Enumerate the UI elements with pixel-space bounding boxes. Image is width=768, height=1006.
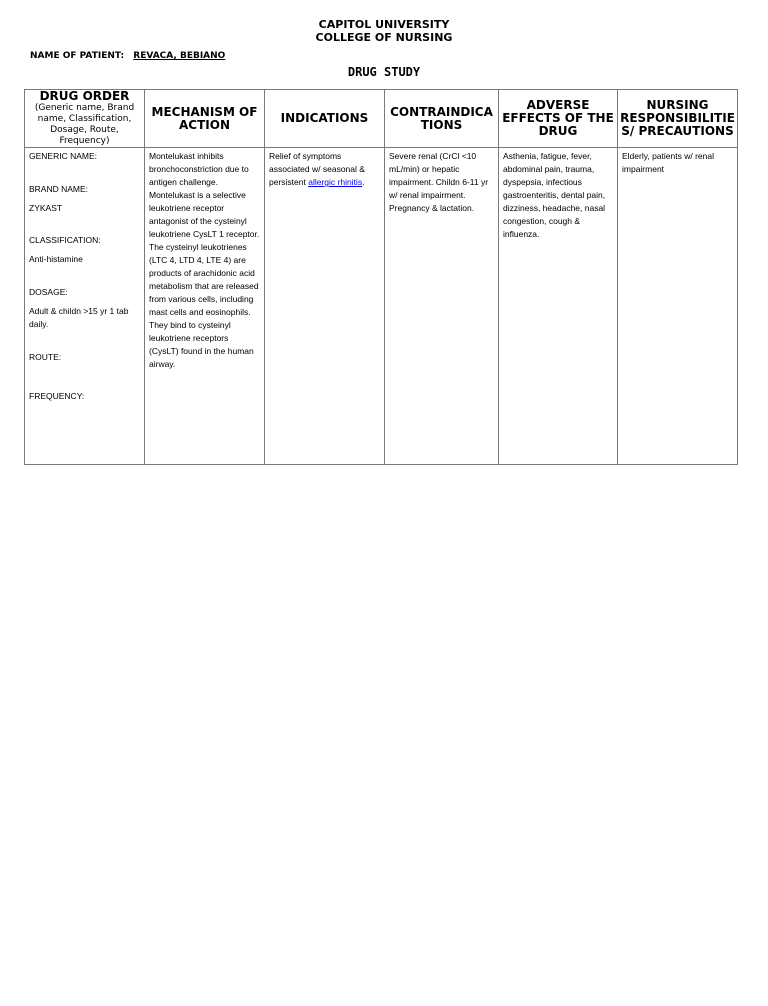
header-drug-order-title: DRUG ORDER [39, 89, 130, 103]
cell-nursing: Elderly, patients w/ renal impairment [618, 148, 738, 465]
allergic-rhinitis-link[interactable]: allergic rhinitis [308, 177, 363, 187]
header-mechanism: MECHANISM OF ACTION [145, 90, 265, 148]
brand-name-label: BRAND NAME: [29, 184, 89, 194]
route-label: ROUTE: [29, 352, 62, 362]
dosage-label: DOSAGE: [29, 287, 68, 297]
header-drug-order [25, 90, 145, 148]
cell-mechanism: Montelukast inhibits bronchoconstriction due to antigen challenge. Montelukast is a selective leukotriene receptor antagonist of the cysteinyl leukotriene CysLT 1 receptor. The cysteinyl leukotrienes (LTC 4, LTD 4, LTE 4) are products of arachidonic acid metabolism that are released from various cells, including mast cells and eosinophils. They bind to cysteinyl leukotriene receptors (CysLT) found in the human airway. [145, 148, 265, 465]
indications-end: . [362, 177, 365, 187]
college-name: COLLEGE OF NURSING [315, 31, 453, 44]
cell-indications [265, 148, 385, 465]
cell-contraindications: Severe renal (CrCl <10 mL/min) or hepatic impairment. Childn 6-11 yr w/ renal impairment. Pregnancy & lactation. [385, 148, 499, 465]
header-adverse-effects: ADVERSE EFFECTS OF THE DRUG [499, 90, 618, 148]
indications-text: Relief of symptoms associated w/ seasonal & persistent [269, 151, 365, 187]
dosage-value: Adult & childn >15 yr 1 tab daily. [29, 306, 129, 329]
drug-study-table [24, 89, 738, 465]
cell-drug-order [25, 148, 145, 465]
brand-name-value: ZYKAST [29, 203, 63, 213]
table-row [25, 148, 738, 465]
classification-label: CLASSIFICATION: [29, 235, 101, 245]
patient-label: NAME OF PATIENT: [30, 51, 125, 61]
generic-name-label: GENERIC NAME: [29, 151, 98, 161]
header-contraindications: CONTRAINDICA TIONS [385, 90, 499, 148]
header-nursing: NURSING RESPONSIBILITIE S/ PRECAUTIONS [618, 90, 738, 148]
university-name: CAPITOL UNIVERSITY [318, 18, 450, 31]
patient-name: REVACA, BEBIANO [133, 51, 226, 61]
table-header-row [25, 90, 738, 148]
frequency-label: FREQUENCY: [29, 391, 85, 401]
classification-value: Anti-histamine [29, 254, 83, 264]
header-drug-order-subtitle: (Generic name, Brand name, Classification, Dosage, Route, Frequency) [34, 103, 135, 146]
page-title: DRUG STUDY [347, 65, 421, 79]
cell-adverse-effects: Asthenia, fatigue, fever, abdominal pain, trauma, dyspepsia, infectious gastroenteritis, dental pain, dizziness, headache, nasal congestion, cough & influenza. [499, 148, 618, 465]
header-indications: INDICATIONS [265, 90, 385, 148]
patient-line [30, 51, 225, 61]
